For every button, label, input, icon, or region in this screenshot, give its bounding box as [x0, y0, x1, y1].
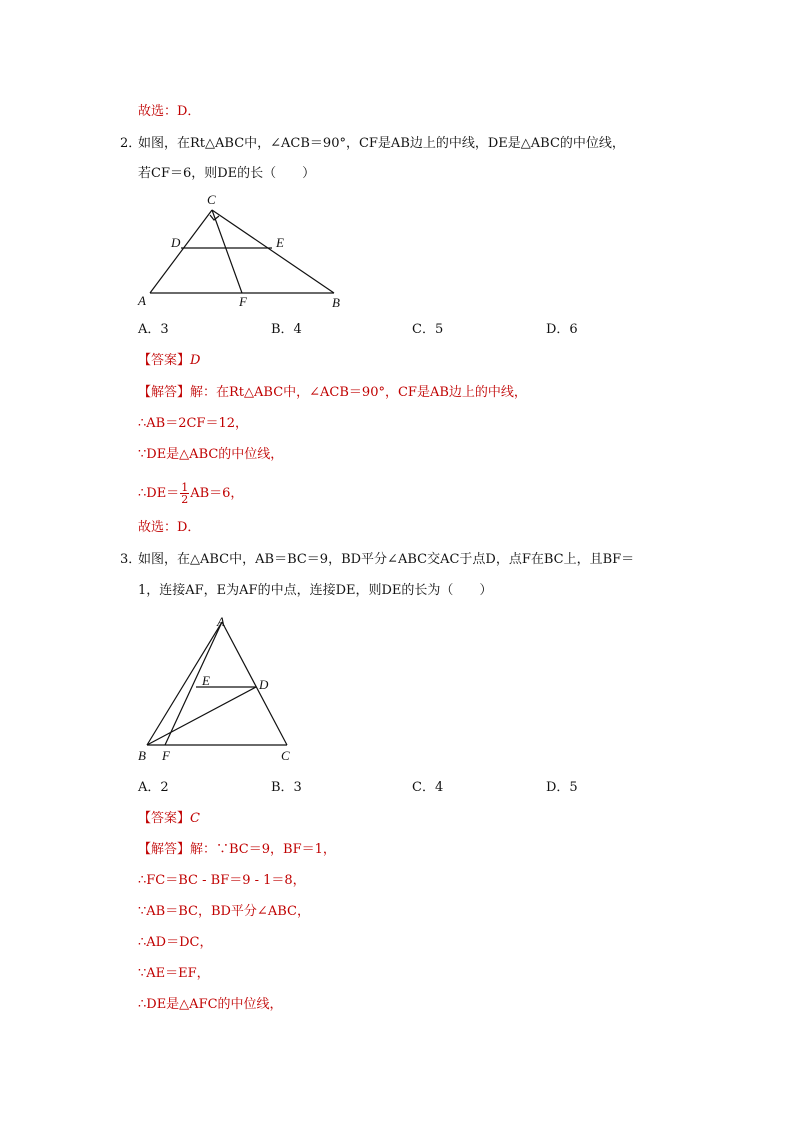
q3-segment-af	[165, 622, 222, 745]
q3-number: 3．	[120, 552, 142, 567]
q3-label-e: E	[202, 673, 210, 688]
q2-solution-line3: ∵DE是△ABC的中位线，	[138, 447, 284, 462]
q3-option-a: A．2	[138, 780, 169, 795]
q3-option-b: B．3	[271, 780, 302, 795]
q2-answer-value: D	[190, 353, 201, 368]
q3-solution-line3: ∵AB＝BC，BD平分∠ABC，	[138, 904, 310, 919]
q2-label-a: A	[138, 293, 146, 308]
q3-solution-line1	[138, 841, 336, 859]
q3-segment-bd	[147, 687, 256, 745]
q3-solution-line2: ∴FC＝BC - BF＝9 - 1＝8，	[138, 873, 306, 888]
q2-answer	[138, 352, 200, 370]
q3-side-ac	[222, 622, 287, 745]
q3-answer-value: C	[190, 811, 200, 826]
q1-conclusion: 故选：D．	[138, 104, 201, 119]
q3-solution-line6: ∴DE是△AFC的中位线，	[138, 997, 283, 1012]
q3-figure	[134, 612, 300, 770]
q2-solution-line1	[138, 384, 527, 402]
q2-solution-text1: 解：在Rt△ABC中，∠ACB＝90°，CF是AB边上的中线，	[190, 385, 527, 400]
q3-side-ab	[147, 622, 222, 745]
q2-conclusion: 故选：D．	[138, 520, 201, 535]
q3-label-d: D	[259, 677, 269, 692]
q3-label-a: A	[217, 614, 225, 629]
q2-option-c: C．5	[412, 322, 444, 337]
q2-fraction	[180, 482, 189, 505]
q2-number: 2．	[120, 136, 142, 151]
q3-solution-label: 【解答】	[138, 842, 191, 857]
q2-solution-label: 【解答】	[138, 385, 191, 400]
q3-solution-line4: ∴AD＝DC，	[138, 935, 213, 950]
q2-option-b: B．4	[271, 322, 302, 337]
q3-label-f: F	[162, 748, 170, 763]
q3-answer-label: 【答案】	[138, 811, 191, 826]
q2-solution-text4a: ∴DE＝	[138, 486, 180, 501]
q2-label-c: C	[207, 192, 216, 207]
q2-stem-line2: 若CF＝6，则DE的长（ ）	[138, 166, 316, 181]
q2-segment-cf	[212, 210, 242, 293]
q3-stem-line1: 如图，在△ABC中，AB＝BC＝9，BD平分∠ABC交AC于点D，点F在BC上，且BF＝	[138, 552, 635, 567]
q3-option-c: C．4	[412, 780, 444, 795]
q3-stem-line2: 1，连接AF，E为AF的中点，连接DE，则DE的长为（ ）	[138, 583, 493, 598]
q2-fraction-num: 1	[181, 481, 189, 494]
q3-option-d: D．5	[546, 780, 578, 795]
q2-solution-text4b: AB＝6，	[190, 486, 244, 501]
q3-solution-text1: 解：∵BC＝9，BF＝1，	[190, 842, 336, 857]
q2-label-d: D	[171, 235, 181, 250]
q2-answer-label: 【答案】	[138, 353, 191, 368]
q2-option-a: A．3	[138, 322, 169, 337]
q3-solution-line5: ∵AE＝EF，	[138, 966, 210, 981]
q3-label-c: C	[281, 748, 290, 763]
q3-answer	[138, 810, 200, 828]
q2-solution-line4	[138, 482, 243, 505]
q2-stem-line1: 如图，在Rt△ABC中，∠ACB＝90°，CF是AB边上的中线，DE是△ABC的中位线，	[138, 136, 625, 151]
q2-option-d: D．6	[546, 322, 578, 337]
q2-label-e: E	[276, 235, 284, 250]
q2-label-f: F	[239, 294, 247, 309]
q2-solution-line2: ∴AB＝2CF＝12，	[138, 416, 248, 431]
q2-side-ac	[150, 210, 212, 293]
q2-side-bc	[212, 210, 334, 293]
q2-figure	[136, 190, 350, 312]
q2-fraction-den: 2	[181, 493, 189, 506]
q3-label-b: B	[138, 748, 146, 763]
q2-label-b: B	[332, 295, 340, 310]
